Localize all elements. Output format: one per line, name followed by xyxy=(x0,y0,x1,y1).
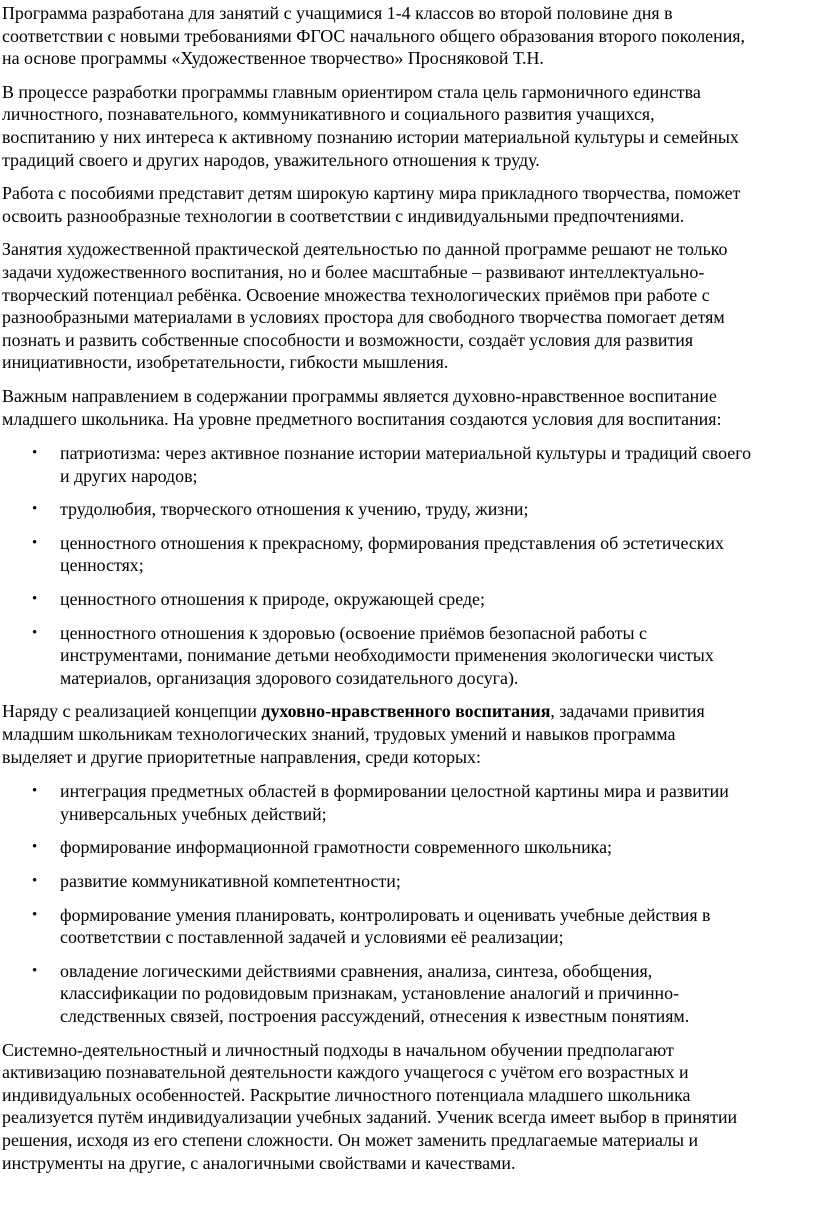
list-item xyxy=(2,960,814,1028)
list-item xyxy=(2,622,814,690)
text-line: овладение логическими действиями сравнения, анализа, синтеза, обобщения, xyxy=(60,960,653,981)
text-line: ценностного отношения к здоровью (освоение приёмов безопасной работы с xyxy=(60,622,647,643)
list-item xyxy=(2,498,814,521)
paragraph-materials xyxy=(2,182,814,227)
text-line: ценностного отношения к прекрасному, формирования представления об эстетических xyxy=(60,532,725,553)
paragraph-approaches xyxy=(2,1039,814,1175)
paragraph-priorities xyxy=(2,700,814,768)
text-line: следственных связей, построения рассуждений, отнесения к известным понятиям. xyxy=(60,1005,690,1026)
text-line: младшим школьникам технологических знаний, трудовых умений и навыков программа xyxy=(2,724,676,745)
text-line: развитие коммуникативной компетентности; xyxy=(60,871,401,891)
text-line: патриотизма: через активное познание истории материальной культуры и традиций своего xyxy=(60,443,752,464)
text-line: ценностях; xyxy=(60,555,144,576)
list-item xyxy=(2,532,814,577)
priority-directions-list xyxy=(2,780,814,1027)
text-line: на основе программы «Художественное творчество» Просняковой Т.Н. xyxy=(2,48,544,69)
paragraph-moral-education xyxy=(2,385,814,430)
text-line: инструментами, понимание детьми необходимости применения экологически чистых xyxy=(60,645,714,666)
list-item xyxy=(2,442,814,487)
text-line: задачи художественного воспитания, но и более масштабные – развивают интеллектуально- xyxy=(2,261,705,282)
text-line: соответствии с поставленной задачей и условиями её реализации; xyxy=(60,927,564,948)
text-line: Занятия художественной практической деятельностью по данной программе решают не только xyxy=(2,239,728,260)
text-fragment: Наряду с реализацией концепции xyxy=(2,701,262,722)
text-line: и других народов; xyxy=(60,465,198,486)
text-line: соответствии с новыми требованиями ФГОС начального общего образования второго поколения, xyxy=(2,25,745,46)
text-line: разнообразными материалами в условиях простора для свободного творчества помогает детям xyxy=(2,307,725,328)
text-line: личностного, познавательного, коммуникативного и социального развития учащихся, xyxy=(2,104,655,125)
list-item xyxy=(2,836,814,859)
education-goals-list xyxy=(2,442,814,689)
paragraph-goal xyxy=(2,81,814,171)
text-line: активизацию познавательной деятельности каждого учащегося с учётом его возрастных и xyxy=(2,1062,689,1083)
bullet-icon: • xyxy=(32,962,38,979)
text-line: индивидуальных особенностей. Раскрытие личностного потенциала младшего школьника xyxy=(2,1084,691,1105)
text-line: Работа с пособиями представит детям широкую картину мира прикладного творчества, поможет xyxy=(2,183,741,204)
text-line: материалов, организация здорового созидательного досуга). xyxy=(60,667,519,688)
paragraph-activities xyxy=(2,238,814,374)
text-line: выделяет и другие приоритетные направления, среди которых: xyxy=(2,746,481,767)
text-fragment: , задачами привития xyxy=(550,701,705,722)
text-line: формирование умения планировать, контролировать и оценивать учебные действия в xyxy=(60,904,711,925)
text-line: познать и развить собственные способности и возможности, создаёт условия для развития xyxy=(2,329,694,350)
bullet-icon: • xyxy=(32,591,38,608)
text-line: традиций своего и других народов, уважительного отношения к труду. xyxy=(2,149,540,170)
bullet-icon: • xyxy=(32,501,38,518)
bullet-icon: • xyxy=(32,906,38,923)
text-line: универсальных учебных действий; xyxy=(60,803,327,824)
text-line: интеграция предметных областей в формировании целостной картины мира и развитии xyxy=(60,781,729,802)
text-line: младшего школьника. На уровне предметного воспитания создаются условия для воспитания: xyxy=(2,408,722,429)
list-item xyxy=(2,870,814,893)
bullet-icon: • xyxy=(32,839,38,856)
text-line: Системно-деятельностный и личностный подходы в начальном обучении предполагают xyxy=(2,1039,674,1060)
text-line: реализуется путём индивидуализации учебных заданий. Ученик всегда имеет выбор в принятии xyxy=(2,1107,738,1128)
list-item xyxy=(2,904,814,949)
text-line: творческий потенциал ребёнка. Освоение множества технологических приёмов при работе с xyxy=(2,284,710,305)
text-line: освоить разнообразные технологии в соответствии с индивидуальными предпочтениями. xyxy=(2,205,685,226)
text-line: Важным направлением в содержании программы является духовно-нравственное воспитание xyxy=(2,385,717,406)
text-line: ценностного отношения к природе, окружающей среде; xyxy=(60,589,485,610)
bullet-icon: • xyxy=(32,624,38,641)
list-item xyxy=(2,780,814,825)
text-line: Программа разработана для занятий с учащимися 1-4 классов во второй половине дня в xyxy=(2,3,673,23)
text-line: инициативности, изобретательности, гибкости мышления. xyxy=(2,352,449,373)
text-line: формирование информационной грамотности современного школьника; xyxy=(60,837,613,858)
text-line: решения, исходя из его степени сложности. Он может заменить предлагаемые материалы и xyxy=(2,1129,699,1150)
paragraph-intro xyxy=(2,2,814,70)
list-item xyxy=(2,588,814,611)
bold-phrase: духовно-нравственного воспитания xyxy=(261,701,551,722)
text-line: инструменты на другие, с аналогичными свойствами и качествами. xyxy=(2,1152,516,1173)
bullet-icon: • xyxy=(32,783,38,800)
bullet-icon: • xyxy=(32,873,38,889)
bullet-icon: • xyxy=(32,445,38,462)
text-line xyxy=(2,700,814,723)
bullet-icon: • xyxy=(32,534,38,551)
text-line: В процессе разработки программы главным ориентиром стала цель гармоничного единства xyxy=(2,81,701,102)
text-line: трудолюбия, творческого отношения к учению, труду, жизни; xyxy=(60,499,529,520)
text-line: классификации по родовидовым признакам, установление аналогий и причинно- xyxy=(60,983,680,1004)
text-line: воспитанию у них интереса к активному познанию истории материальной культуры и семейных xyxy=(2,126,739,147)
